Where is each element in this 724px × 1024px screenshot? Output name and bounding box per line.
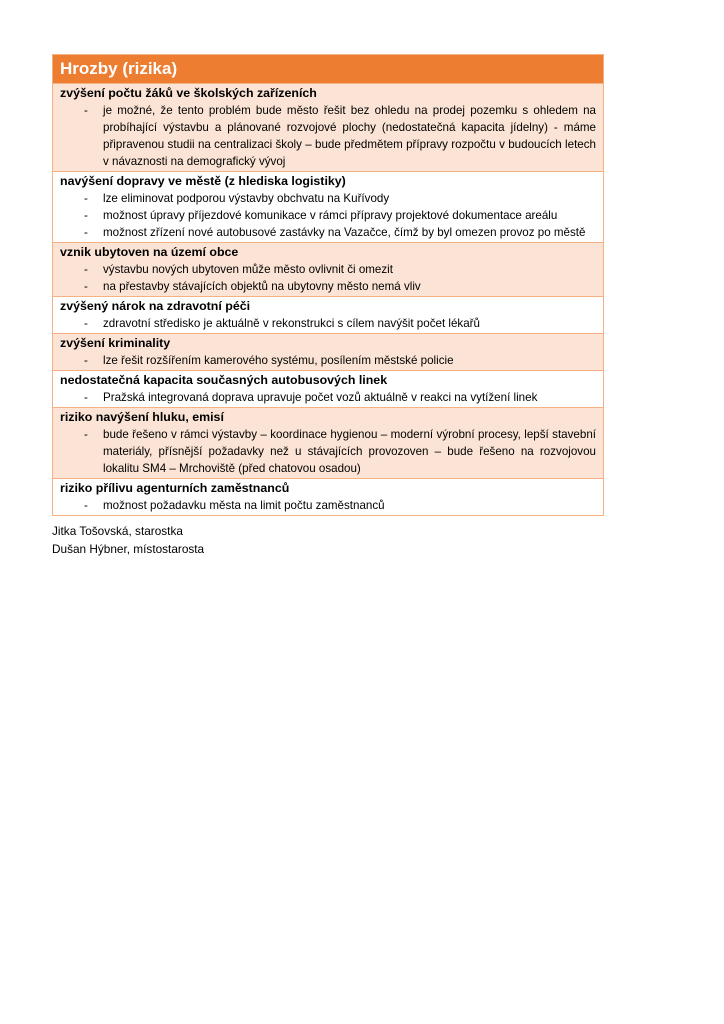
list-item: [60, 315, 596, 332]
list-item: [60, 426, 596, 477]
risk-row: [53, 478, 603, 515]
risk-title: zvýšení počtu žáků ve školských zařízeních: [60, 86, 317, 100]
list-item: [60, 389, 596, 406]
risk-row: [53, 370, 603, 407]
bullet-dash: -: [84, 263, 88, 276]
bullet-dash: -: [84, 280, 88, 293]
bullet-dash: -: [84, 428, 88, 441]
risk-row: [53, 407, 603, 478]
risk-table: [52, 54, 604, 516]
signature-deputy-mayor: Dušan Hýbner, místostarosta: [52, 542, 205, 556]
risk-list: [60, 352, 596, 369]
signature-mayor: Jitka Tošovská, starostka: [52, 524, 183, 538]
bullet-dash: -: [84, 192, 88, 205]
risk-list: [60, 426, 596, 477]
table-header: Hrozby (rizika): [53, 55, 603, 83]
list-item-text: bude řešeno v rámci výstavby – koordinace hygienou – moderní výrobní procesy, lepší stavební materiály, přísnější požadavky než u stávajících provozoven – bude řešeno na rozvojovou lokalitu SM4 – Mrchoviště (před chatovou osadou): [103, 428, 596, 475]
list-item-text: lze eliminovat podporou výstavby obchvatu na Kuřívody: [103, 192, 390, 205]
list-item-text: je možné, že tento problém bude město řešit bez ohledu na prodej pozemku s ohledem na probíhající výstavbu a plánované rozvojové plochy (nedostatečná kapacita jídelny) - máme připravenou studii na centralizaci školy – bude předmětem přípravy rozpočtu v budoucích letech v návaznosti na demografický vývoj: [103, 104, 596, 168]
list-item: [60, 190, 596, 207]
bullet-dash: -: [84, 391, 88, 404]
list-item: [60, 278, 596, 295]
risk-row: [53, 296, 603, 333]
risk-row: [53, 171, 603, 242]
risk-title: riziko navýšení hluku, emisí: [60, 410, 224, 424]
list-item-text: možnost úpravy příjezdové komunikace v rámci přípravy projektové dokumentace areálu: [103, 209, 558, 222]
list-item: [60, 207, 596, 224]
list-item-text: výstavbu nových ubytoven může město ovlivnit či omezit: [103, 263, 393, 276]
risk-title: navýšení dopravy ve městě (z hlediska logistiky): [60, 174, 346, 188]
risk-list: [60, 497, 596, 514]
risk-title: zvýšený nárok na zdravotní péči: [60, 299, 251, 313]
risk-row: [53, 242, 603, 296]
bullet-dash: -: [84, 209, 88, 222]
list-item: [60, 261, 596, 278]
list-item-text: Pražská integrovaná doprava upravuje počet vozů aktuálně v reakci na vytížení linek: [103, 391, 538, 404]
list-item: [60, 497, 596, 514]
list-item: [60, 102, 596, 170]
list-item-text: zdravotní středisko je aktuálně v rekonstrukci s cílem navýšit počet lékařů: [103, 317, 480, 330]
bullet-dash: -: [84, 104, 88, 117]
risk-list: [60, 190, 596, 241]
risk-list: [60, 102, 596, 170]
list-item-text: lze řešit rozšířením kamerového systému, posílením městské policie: [103, 354, 454, 367]
signature-block: [52, 522, 204, 558]
bullet-dash: -: [84, 354, 88, 367]
risk-title: riziko přílivu agenturních zaměstnanců: [60, 481, 290, 495]
risk-list: [60, 315, 596, 332]
risk-title: zvýšení kriminality: [60, 336, 171, 350]
list-item-text: na přestavby stávajících objektů na ubytovny město nemá vliv: [103, 280, 421, 293]
bullet-dash: -: [84, 226, 88, 239]
list-item: [60, 224, 596, 241]
risk-title: nedostatečná kapacita současných autobusových linek: [60, 373, 388, 387]
risk-row: [53, 333, 603, 370]
bullet-dash: -: [84, 499, 88, 512]
list-item-text: možnost zřízení nové autobusové zastávky na Vazačce, čímž by byl omezen provoz po městě: [103, 226, 586, 239]
list-item: [60, 352, 596, 369]
risk-list: [60, 389, 596, 406]
risk-row: [53, 83, 603, 171]
risk-list: [60, 261, 596, 295]
bullet-dash: -: [84, 317, 88, 330]
list-item-text: možnost požadavku města na limit počtu zaměstnanců: [103, 499, 385, 512]
risk-title: vznik ubytoven na území obce: [60, 245, 239, 259]
